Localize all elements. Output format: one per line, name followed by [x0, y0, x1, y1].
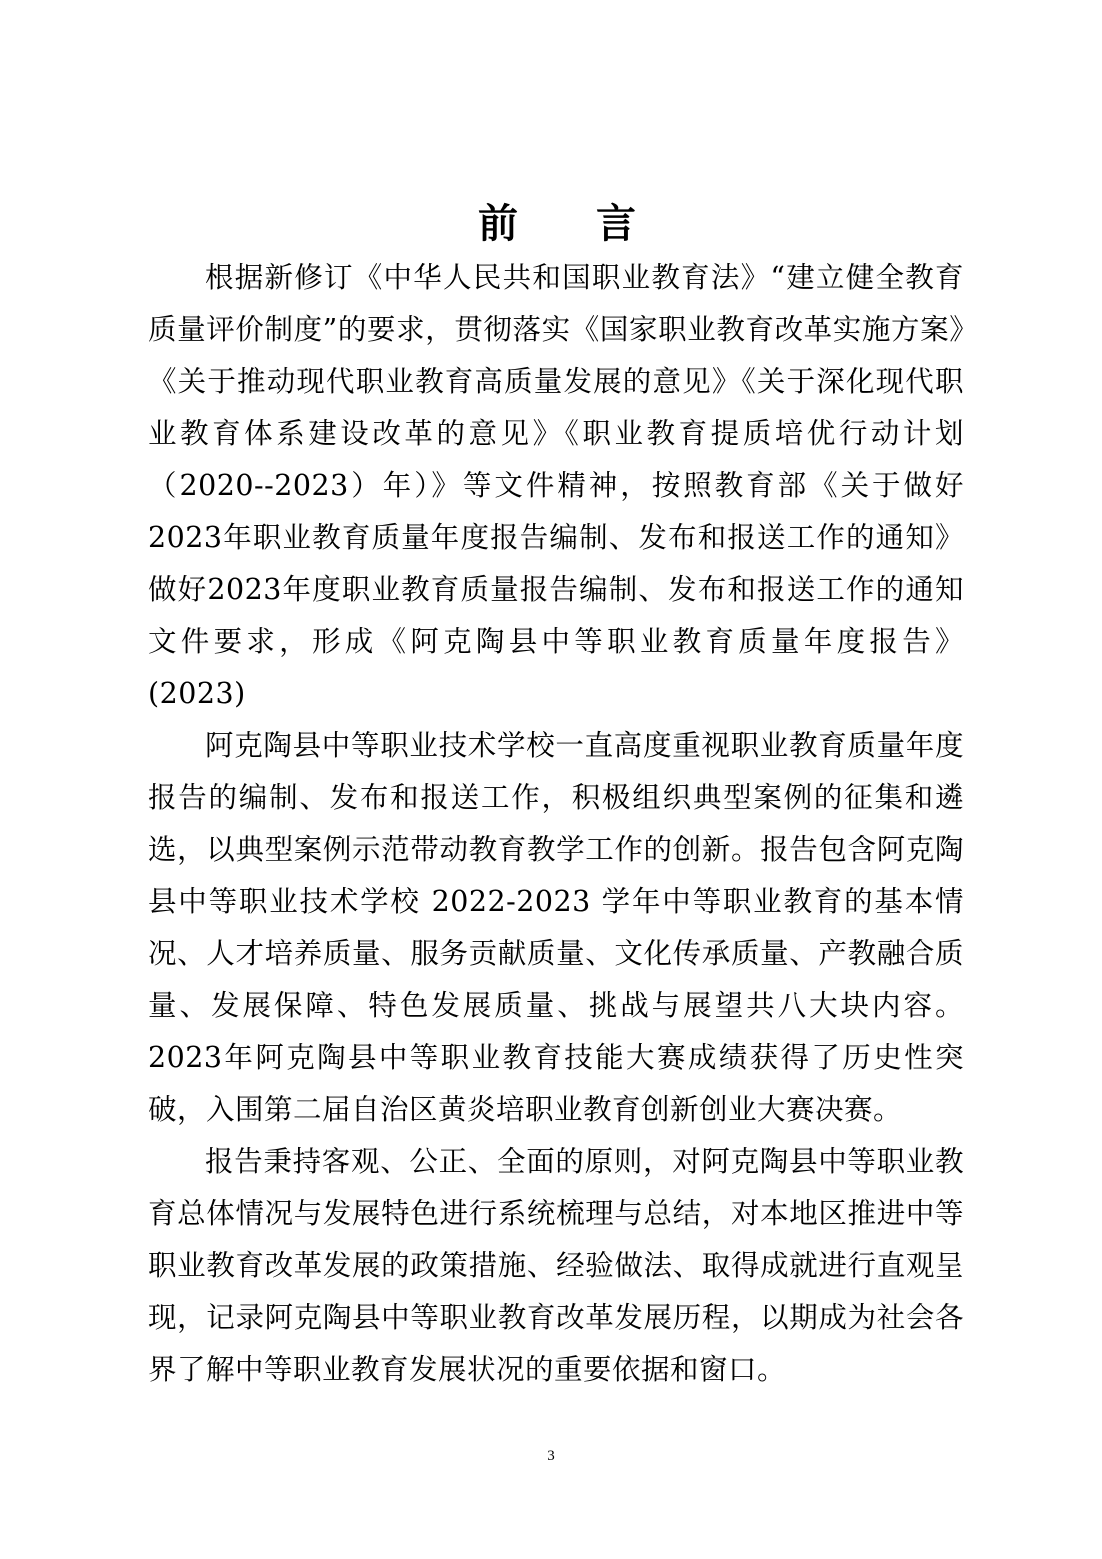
paragraph-3: 报告秉持客观、公正、全面的原则，对阿克陶县中等职业教育总体情况与发展特色进行系统梳理与总结，对本地区推进中等职业教育改革发展的政策措施、经验做法、取得成就进行直观呈现，记录阿克陶县中等职业教育改革发展历程，以期成为社会各界了解中等职业教育发展状况的重要依据和窗口。: [148, 1145, 964, 1386]
body-text: [148, 252, 964, 1396]
page-title: 前言: [478, 200, 714, 247]
paragraph-1: 根据新修订《中华人民共和国职业教育法》“建立健全教育质量评价制度”的要求，贯彻落实《国家职业教育改革实施方案》《关于推动现代职业教育高质量发展的意见》《关于深化现代职业教育体系建设改革的意见》《职业教育提质培优行动计划（2020--2023）年）》等文件精神，按照教育部《关于做好2023年职业教育质量年度报告编制、发布和报送工作的通知》做好2023年度职业教育质量报告编制、发布和报送工作的通知文件要求，形成《阿克陶县中等职业教育质量年度报告》(2023): [148, 261, 964, 710]
paragraph-2: 阿克陶县中等职业技术学校一直高度重视职业教育质量年度报告的编制、发布和报送工作，积极组织典型案例的征集和遴选，以典型案例示范带动教育教学工作的创新。报告包含阿克陶县中等职业技术学校 2022-2023 学年中等职业教育的基本情况、人才培养质量、服务贡献质量、文化传承质量、产教融合质量、发展保障、特色发展质量、挑战与展望共八大块内容。2023年阿克陶县中等职业教育技能大赛成绩获得了历史性突破，入围第二届自治区黄炎培职业教育创新创业大赛决赛。: [148, 729, 964, 1126]
page-number: 3: [547, 1448, 555, 1464]
